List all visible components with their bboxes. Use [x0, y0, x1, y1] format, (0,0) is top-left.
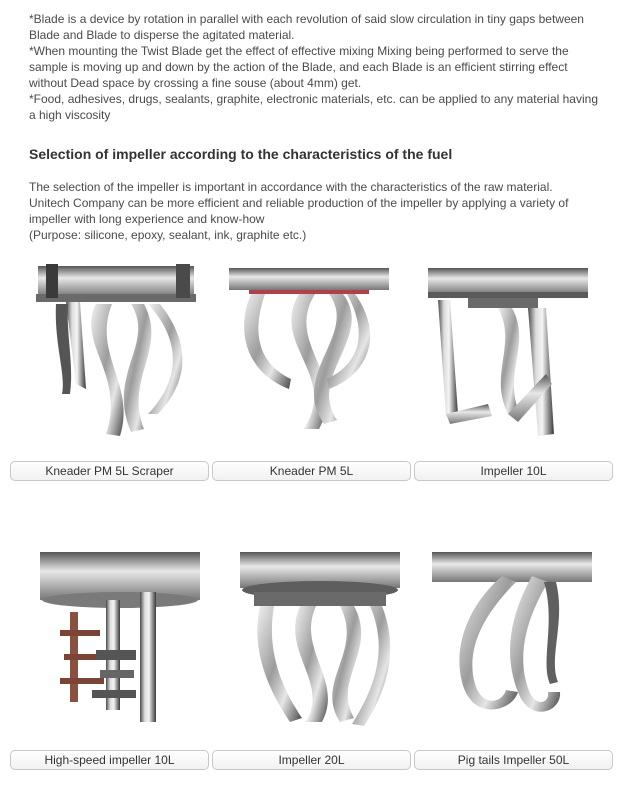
pig-tail-impeller-photo	[432, 552, 592, 732]
intro-text	[29, 11, 604, 123]
section-title: Selection of impeller according to the characteristics of the fuel	[29, 146, 453, 162]
description-line: Unitech Company can be more efficient and reliable production of the impeller by applying a variety of impeller with long experience and know-how	[29, 196, 569, 226]
product-caption: High-speed impeller 10L	[10, 750, 209, 770]
intro-line: *When mounting the Twist Blade get the effect of effective mixing Mixing being performed to serve the sample is moving up and down by the action of the Blade, and each Blade is an efficient stirring effect without Dead space by crossing a fine souse (about 4mm) get.	[29, 44, 569, 90]
product-caption: Impeller 10L	[414, 461, 613, 481]
description-line: The selection of the impeller is important in accordance with the characteristics of the raw material.	[29, 180, 553, 194]
product-caption: Pig tails Impeller 50L	[414, 750, 613, 770]
high-speed-impeller-photo	[40, 552, 200, 732]
twist-blade-photo	[229, 264, 389, 444]
twist-impeller-photo	[240, 552, 400, 732]
intro-line: *Blade is a device by rotation in parallel with each revolution of said slow circulation in tiny gaps between Blade and Blade to disperse the agitated material.	[29, 12, 584, 42]
product-caption: Kneader PM 5L Scraper	[10, 461, 209, 481]
product-caption: Impeller 20L	[212, 750, 411, 770]
frame-impeller-photo	[428, 264, 588, 444]
section-description	[29, 179, 604, 243]
intro-line: *Food, adhesives, drugs, sealants, graphite, electronic materials, etc. can be applied to any material having a high viscosity	[29, 92, 598, 122]
description-line: (Purpose: silicone, epoxy, sealant, ink, graphite etc.)	[29, 228, 307, 242]
product-caption: Kneader PM 5L	[212, 461, 411, 481]
twist-blade-scraper-photo	[36, 264, 196, 444]
